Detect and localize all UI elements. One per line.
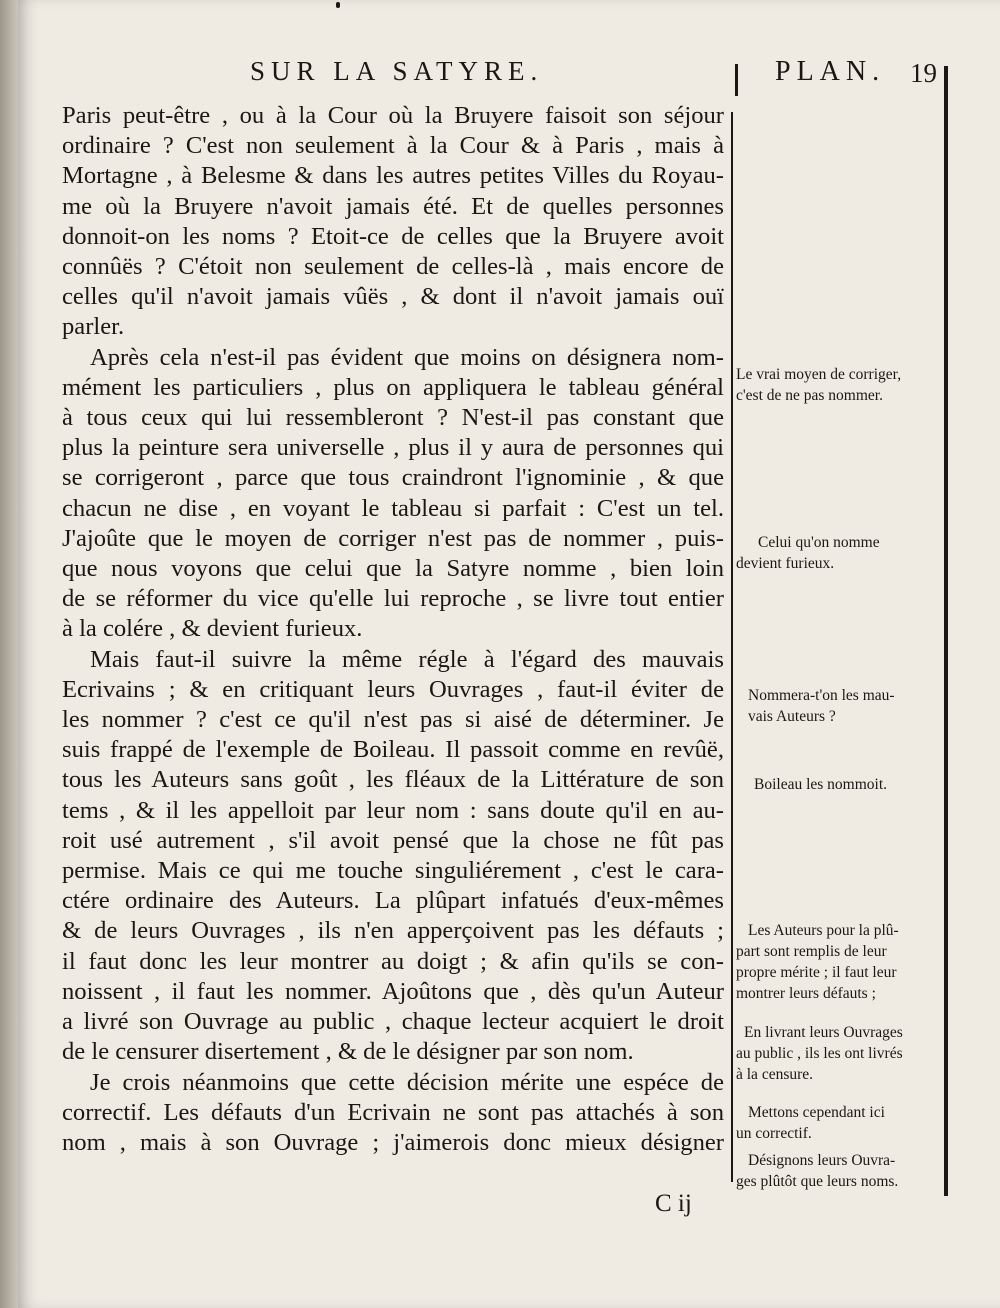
text-line: que nous voyons que celui que la Satyre nomme , bien loin: [62, 555, 724, 583]
signature-mark: C ij: [655, 1190, 692, 1217]
text-line: Mais faut-il suivre la même régle à l'égard des mauvais: [90, 645, 724, 673]
margin-note: [736, 364, 941, 406]
text-line: à la colére , & devient furieux.: [62, 615, 363, 643]
page-number: 19: [910, 58, 937, 88]
paragraph-2: [62, 343, 724, 645]
text-line: tous les Auteurs sans goût , les fléaux de la Littérature de son: [62, 766, 724, 794]
margin-note: [736, 532, 941, 574]
text-line: a livré son Ouvrage au public , chaque lecteur acquiert le droit: [62, 1008, 724, 1036]
margin-note: [736, 920, 941, 1004]
margin-note-line: ges plûtôt que leurs noms.: [736, 1173, 899, 1190]
text-line: de le censurer disertement , & de le désigner par son nom.: [62, 1038, 634, 1066]
margin-note-line: vais Auteurs ?: [748, 708, 836, 725]
text-line: Paris peut-être , ou à la Cour où la Bruyere faisoit son séjour: [62, 102, 724, 129]
text-line: & de leurs Ouvrages , ils n'en apperçoivent pas les défauts ;: [62, 917, 724, 945]
paragraph-1: [62, 101, 724, 343]
text-line: J'ajoûte que le moyen de corriger n'est pas de nommer , puis-: [62, 524, 724, 552]
margin-note-line: Celui qu'on nomme: [758, 534, 880, 551]
margin-note-line: Les Auteurs pour la plû-: [748, 922, 899, 939]
margin-note-line: Nommera-t'on les mau-: [748, 687, 895, 704]
margin-note-line: montrer leurs défauts ;: [736, 985, 876, 1002]
margin-note-line: En livrant leurs Ouvrages: [744, 1024, 903, 1041]
margin-note-line: c'est de ne pas nommer.: [736, 387, 883, 404]
margin-note: [736, 1022, 941, 1085]
text-line: Ecrivains ; & en critiquant leurs Ouvrages , faut-il éviter de: [62, 675, 724, 703]
margin-note-line: devient furieux.: [736, 555, 835, 572]
ink-mark: [336, 2, 340, 8]
margin-note: [736, 1102, 941, 1144]
text-line: me où la Bruyere n'avoit jamais été. Et de quelles personnes: [62, 192, 724, 220]
text-line: de se réformer du vice qu'elle lui reproche , se livre tout entier: [62, 585, 724, 613]
text-line: roit usé autrement , s'il avoit pensé que la chose ne fût pas: [62, 826, 724, 854]
main-text: [62, 101, 724, 1158]
text-line: correctif. Les défauts d'un Ecrivain ne sont pas attachés à son: [62, 1098, 724, 1126]
text-line: les nommer ? c'est ce qu'il n'est pas si aisé de déterminer. Je: [62, 706, 724, 734]
section-heading: PLAN.: [775, 56, 886, 87]
paragraph-4: [62, 1068, 724, 1159]
margin-note-line: part sont remplis de leur: [736, 943, 887, 960]
text-line: celles qu'il n'avoit jamais vûës , & dont il n'avoit jamais ouï: [62, 283, 724, 311]
text-line: à tous ceux qui lui ressembleront ? N'est-il pas constant que: [62, 404, 724, 432]
text-line: plus la peinture sera universelle , plus il y aura de personnes qui: [62, 434, 724, 462]
text-line: Mortagne , à Belesme & dans les autres petites Villes du Royau-: [62, 162, 724, 190]
text-line: suis frappé de l'exemple de Boileau. Il passoit comme en revûë,: [62, 736, 724, 764]
margin-note: [736, 685, 941, 727]
text-line: Après cela n'est-il pas évident que moins on désignera nom-: [90, 343, 724, 371]
margin-note-line: propre mérite ; il faut leur: [736, 964, 897, 981]
text-line: permise. Mais ce qui me touche singuliérement , c'est le cara-: [62, 857, 724, 885]
text-line: nom , mais à son Ouvrage ; j'aimerois donc mieux désigner: [62, 1128, 724, 1156]
paragraph-3: [62, 645, 724, 1068]
text-line: ctére ordinaire des Auteurs. La plûpart infatués d'eux-mêmes: [62, 887, 724, 915]
text-line: il faut donc les leur montrer au doigt ; & afin qu'ils se con-: [62, 947, 724, 975]
margin-note-line: un correctif.: [736, 1125, 812, 1142]
text-line: chacun ne dise , en voyant le tableau si parfait : C'est un tel.: [62, 494, 724, 522]
text-line: tems , & il les appelloit par leur nom : sans doute qu'il en au-: [62, 796, 724, 824]
text-line: donnoit-on les noms ? Etoit-ce de celles que la Bruyere avoit: [62, 222, 724, 250]
outer-rule: [944, 66, 948, 1196]
text-line: ordinaire ? C'est non seulement à la Cour & à Paris , mais à: [62, 132, 724, 160]
margin-note-line: Le vrai moyen de corriger,: [736, 366, 902, 383]
margin-note-line: Boileau les nommoit.: [754, 776, 888, 793]
margin-rule: [731, 112, 733, 1182]
margin-note-line: au public , ils les ont livrés: [736, 1045, 903, 1062]
text-line: Je crois néanmoins que cette décision mérite une espéce de: [90, 1068, 724, 1096]
margin-note: [736, 774, 941, 795]
margin-note-line: à la censure.: [736, 1066, 814, 1083]
text-line: connûës ? C'étoit non seulement de celles-là , mais encore de: [62, 253, 724, 281]
margin-note-line: Désignons leurs Ouvra-: [748, 1152, 896, 1169]
text-line: noissent , il faut les nommer. Ajoûtons que , dès qu'un Auteur: [62, 977, 724, 1005]
running-title: SUR LA SATYRE.: [250, 56, 544, 86]
margin-note-line: Mettons cependant ici: [748, 1104, 885, 1121]
text-line: se corrigeront , parce que tous craindront l'ignominie , & que: [62, 464, 724, 492]
margin-note: [736, 1150, 941, 1192]
header-divider: [735, 64, 738, 96]
text-line: parler.: [62, 313, 125, 341]
text-line: mément les particuliers , plus on appliquera le tableau général: [62, 373, 724, 401]
